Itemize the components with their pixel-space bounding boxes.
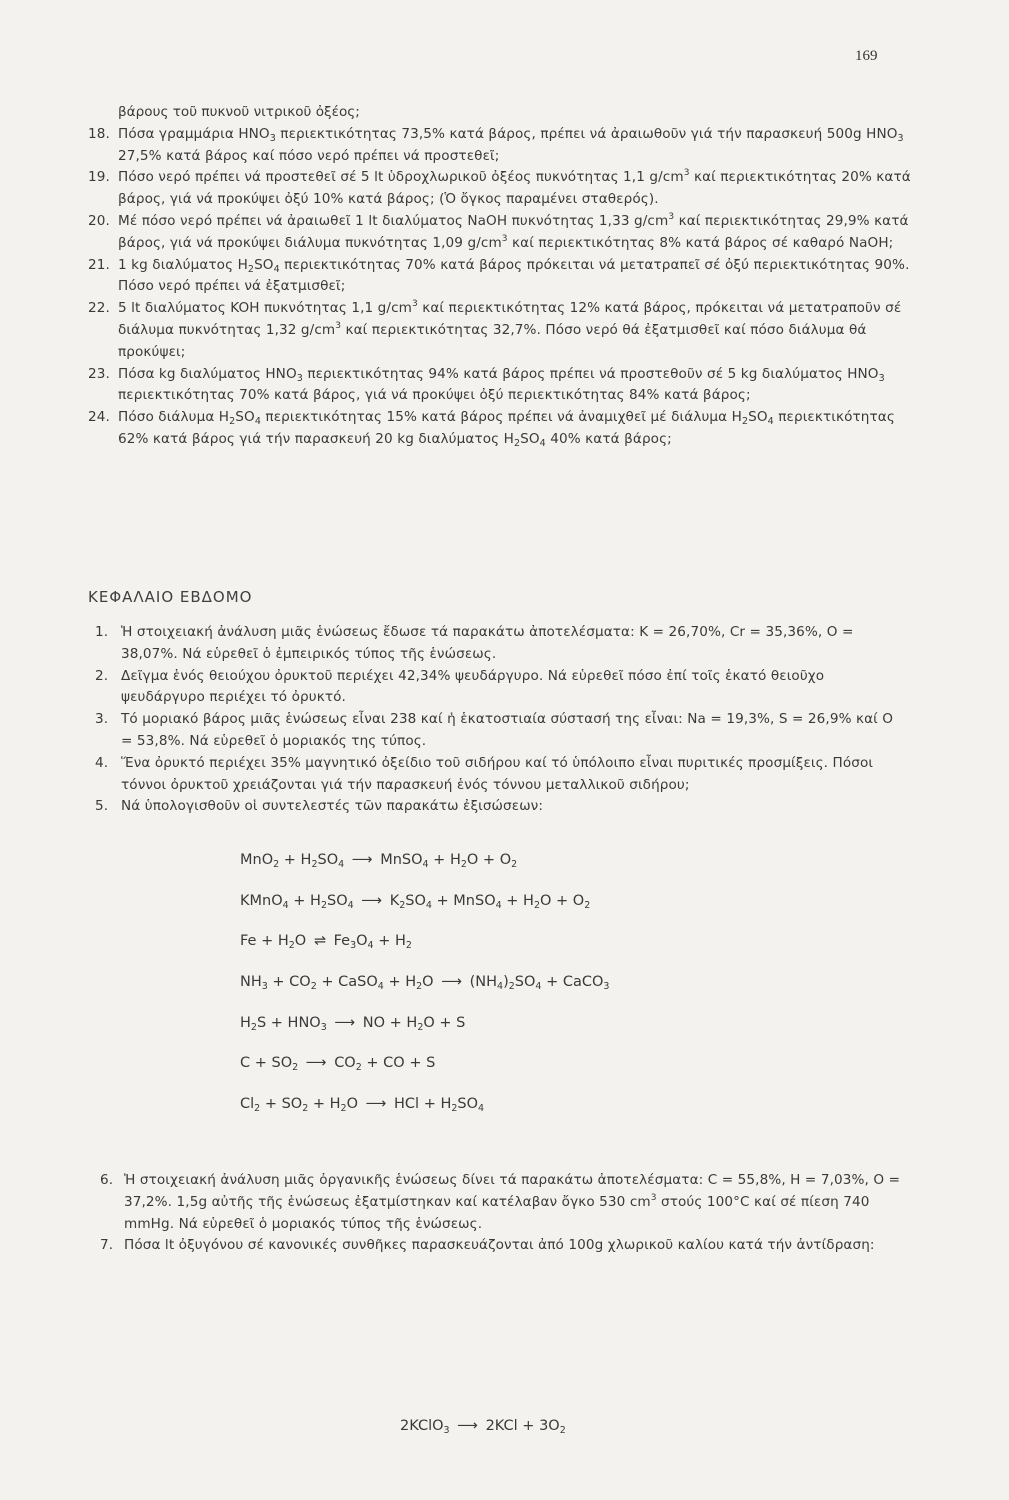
equation-potassium-chlorate: 2KClO$_3$ ⟶ $2KCl + 3O_2$ [400, 1418, 566, 1436]
equation-2: KMnO$_4$ + $H_2SO_4$ ⟶ $K_2SO_4$ + MnSO$_4$ + $H_2O + O_2$ [240, 889, 800, 930]
equilibrium-arrow-icon: ⇌ [313, 933, 326, 950]
equation-1: $MnO_2 + H_2SO_4$ ⟶ MnSO$_4$ + $H_2O + O_2$ [240, 848, 800, 889]
problem-22: 22. 5 lt διαλύματος KOH πυκνότητας 1,1 $g/cm^3$ καί περιεκτικότητας 12% κατά βάρος, πρόκειται νά μετατραποῦν σέ διάλυμα πυκνότητας 1,32 $g/cm^3$ καί περιεκτικότητας 32,7%. Πόσο νερό θά ἐξατμισθεῖ καί πόσο διάλυμα θά προκύψει; [88, 299, 902, 360]
chapter-problem-3: 3. Τό μοριακό βάρος μιᾶς ἑνώσεως εἶναι 238 καί ἡ ἑκατοστιαία σύστασή της εἶναι: Na = 19,3%, S = 26,9% καί O = 53,8%. Νά εὑρεθεῖ ὁ μοριακός της τύπος. [95, 711, 894, 749]
chapter-problem-4: 4. Ἕνα ὀρυκτό περιέχει 35% μαγνητικό ὀξείδιο τοῦ σιδήρου καί τό ὑπόλοιπο εἶναι πυριτικές προσμίξεις. Πόσοι τόννοι ὀρυκτοῦ χρειάζονται γιά τήν παρασκευή ἑνός τόννου μεταλλικοῦ σιδήρου; [95, 754, 874, 793]
reaction-arrow-icon: ⟶ [361, 892, 383, 909]
chapter-problems-block-2 [100, 1170, 910, 1257]
reaction-arrow-icon: ⟶ [457, 1418, 478, 1434]
chapter-problem-2: 2. Δεῖγμα ἑνός θειούχου ὀρυκτοῦ περιέχει 42,34% ψευδάργυρο. Νά εὑρεθεῖ πόσο ἐπί τοῖς ἑκατό θειοῦχο ψευδάργυρο περιέχει τό ὀρυκτό. [95, 667, 825, 706]
chapter-problem-1: 1. Ἡ στοιχειακή ἀνάλυση μιᾶς ἑνώσεως ἔδωσε τά παρακάτω ἀποτελέσματα: K = 26,70%, Cr = 35,36%, O = 38,07%. Νά εὑρεθεῖ ὁ ἐμπειρικός τύπος τῆς ἑνώσεως. [95, 624, 854, 662]
problem-19: 19. Πόσο νερό πρέπει νά προστεθεῖ σέ 5 lt ὑδροχλωρικοῦ ὀξέος πυκνότητας 1,1 $g/cm^3$ καί περιεκτικότητας 20% κατά βάρος, γιά νά προκύψει ὀξύ 10% κατά βάρος; (Ὁ ὄγκος παραμένει σταθερός). [88, 168, 911, 208]
problem-18: 18. Πόσα γραμμάρια $HNO_3$ περιεκτικότητας 73,5% κατά βάρος, πρέπει νά ἀραιωθοῦν γιά τήν παρασκευή 500g $HNO_3$ 27,5% κατά βάρος καί πόσο νερό πρέπει νά προστεθεῖ; [88, 125, 904, 164]
chapter-problem-6: 6. Ἡ στοιχειακή ἀνάλυση μιᾶς ὀργανικῆς ἑνώσεως δίνει τά παρακάτω ἀποτελέσματα: C = 55,8%, H = 7,03%, O = 37,2%. 1,5g αὐτῆς τῆς ἑνώσεως ἐξατμίστηκαν καί κατέλαβαν ὄγκο 530 $cm^3$ στούς 100°C καί σέ πίεση 740 mmHg. Νά εὑρεθεῖ ὁ μοριακός τύπος τῆς ἑνώσεως. [100, 1172, 901, 1232]
problem-24: 24. Πόσο διάλυμα $H_2SO_4$ περιεκτικότητας 15% κατά βάρος πρέπει νά ἀναμιχθεῖ μέ διάλυμα $H_2SO_4$ περιεκτικότητας 62% κατά βάρος γιά τήν παρασκευή 20 kg διαλύματος $H_2SO_4$ 40% κατά βάρος; [88, 409, 895, 449]
continued-text: βάρους τοῦ πυκνοῦ νιτρικοῦ ὀξέος; [118, 104, 360, 120]
chapter-problem-5: 5. Νά ὑπολογισθοῦν οἱ συντελεστές τῶν παρακάτω ἐξισώσεων: [95, 798, 544, 815]
equation-3: $Fe + H_2O$ ⇌ $Fe_3O_4 + H_2$ [240, 929, 800, 970]
problem-21: 21. 1 kg διαλύματος $H_2SO_4$ περιεκτικότητας 70% κατά βάρος πρόκειται νά μετατραπεῖ σέ ὀξύ περιεκτικότητας 90%. Πόσο νερό πρέπει νά ἐξατμισθεῖ; [88, 256, 910, 295]
problem-20: 20. Μέ πόσο νερό πρέπει νά ἀραιωθεῖ 1 lt διαλύματος NaOH πυκνότητας 1,33 $g/cm^3$ καί περιεκτικότητας 29,9% κατά βάρος, γιά νά προκύψει διάλυμα πυκνότητας 1,09 $g/cm^3$ καί περιεκτικότητας 8% κατά βάρος σέ καθαρό NaOH; [88, 211, 909, 251]
chapter-title: ΚΕΦΑΛΑΙΟ ΕΒΔΟΜΟ [88, 588, 253, 606]
equation-7: $Cl_2 + SO_2 + H_2O$ ⟶ HCl + $H_2SO_4$ [240, 1092, 800, 1133]
chapter-problem-7: 7. Πόσα lt ὀξυγόνου σέ κανονικές συνθῆκες παρασκευάζονται ἀπό 100g χλωρικοῦ καλίου κατά τήν ἀντίδραση: [100, 1237, 875, 1254]
equation-4: $NH_3 + CO_2$ + CaSO$_4$ + $H_2O$ ⟶ $(NH_4)_2SO_4$ + CaCO$_3$ [240, 970, 800, 1011]
chapter-problems-block [95, 622, 905, 818]
reaction-arrow-icon: ⟶ [351, 852, 373, 868]
page-number: 169 [855, 48, 878, 64]
equation-6: $C + SO_2$ ⟶ $CO_2$ + CO + S [240, 1051, 800, 1092]
problems-block-top [88, 102, 918, 451]
reaction-arrow-icon: ⟶ [305, 1055, 327, 1072]
reaction-arrow-icon: ⟶ [365, 1096, 387, 1113]
equation-5: $H_2S + HNO_3$ ⟶ NO + $H_2O + S$ [240, 1011, 800, 1052]
problem-23: 23. Πόσα kg διαλύματος $HNO_3$ περιεκτικότητας 94% κατά βάρος πρέπει νά προστεθοῦν σέ 5 kg διαλύματος $HNO_3$ περιεκτικότητας 70% κατά βάρος, γιά νά προκύψει ὀξύ περιεκτικότητας 84% κατά βάρος; [88, 365, 885, 404]
equations-list [240, 848, 800, 1133]
reaction-arrow-icon: ⟶ [334, 1014, 356, 1031]
reaction-arrow-icon: ⟶ [441, 974, 462, 991]
